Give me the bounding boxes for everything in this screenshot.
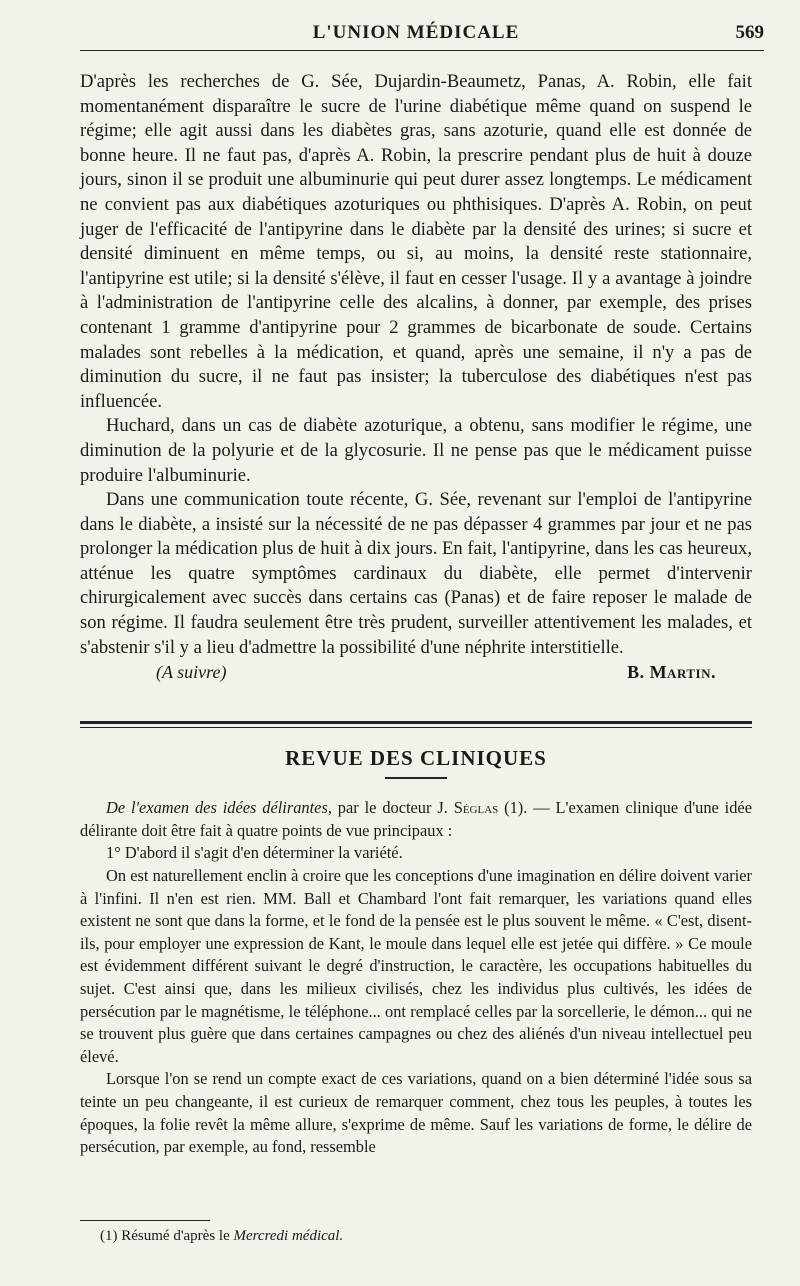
heading-underline — [385, 777, 447, 779]
clinic-author: Séglas — [453, 798, 499, 818]
article-continuation — [80, 70, 752, 660]
article-paragraph: Dans une communication toute récente, G. Sée, revenant sur l'emploi de l'antipyrine dans le diabète, a insisté sur la nécessité de ne pas dépasser 4 grammes par jour et ne pas prolonger la médication plus de huit à dix jours. En fait, l'antipyrine, dans les cas heureux, atténue les quatre symptômes cardinaux du diabète, elle permet d'intervenir chirurgicalement avec succès dans certains cas (Panas) et de faire reposer le malade de son régime. Il faudra seulement être très prudent, surveiller attentivement les malades, et s'abstenir s'il y a lieu d'admettre la possibilité d'une néphrite interstitielle. — [80, 489, 752, 658]
footnote-prefix: (1) Résumé d'après le — [100, 1228, 234, 1244]
running-head — [80, 0, 764, 52]
footnote-source: Mercredi médical. — [233, 1228, 344, 1244]
article-author: B. Martin. — [627, 662, 716, 683]
clinic-by-line: par le docteur J. — [331, 798, 454, 818]
clinic-article-title: De l'examen des idées délirantes, — [106, 798, 332, 818]
footnote-rule — [80, 1220, 210, 1221]
running-title: L'UNION MÉDICALE — [312, 22, 520, 43]
page-number: 569 — [735, 22, 764, 43]
article-paragraph: D'après les recherches de G. Sée, Dujardin-Beaumetz, Panas, A. Robin, elle fait momentanément disparaître le sucre de l'urine diabétique même quand on suspend le régime; elle agit aussi dans les diabètes gras, sans azoturie, quand elle est donnée de bonne heure. Il ne faut pas, d'après A. Robin, la prescrire pendant plus de huit à douze jours, sinon il se produit une albuminurie qui peut durer assez longtemps. Le médicament ne convient pas aux diabétiques azoturiques ou phthisiques. D'après A. Robin, on peut juger de l'efficacité de l'antipyrine dans le diabète par la densité des urines; si sucre et densité diminuent en même temps, ou si, au moins, la densité reste stationnaire, l'antipyrine est utile; si la densité s'élève, il faut en cesser l'usage. Il y a avantage à joindre à l'administration de l'antipyrine celle des alcalins, à donner, par exemple, des prises contenant 1 gramme d'antipyrine pour 2 grammes de bicarbonate de soude. Certains malades sont rebelles à la médication, et quand, après une semaine, il n'y a pas de diminution du sucre, il ne faut pas insister; la tuberculose des diabétiques n'est pas influencée. — [80, 71, 752, 412]
footnote-reference: (1). — [498, 798, 528, 818]
to-be-continued-note: (A suivre) — [156, 662, 227, 683]
signature-row — [80, 662, 752, 683]
clinic-paragraph: Lorsque l'on se rend un compte exact de ces variations, quand on a bien déterminé l'idée sous sa teinte un peu changeante, il est curieux de remarquer comment, chez tous les peuples, à toutes les époques, la folie revêt la même allure, s'exprime de même. Sauf les variations de forme, le délire de persécution, par exemple, au fond, ressemble — [80, 1069, 752, 1157]
clinic-paragraph: On est naturellement enclin à croire que les conceptions d'une imagination en délire doivent varier à l'infini. Il n'en est rien. MM. Ball et Chambard l'ont fait remarquer, les variations quand elles existent ne sont que dans la forme, et le fond de la pensée est le plus souvent le même. « C'est, disent-ils, pour employer une expression de Kant, le moule dans lequel elle est jetée qui diffère. » Ce moule est évidemment différent suivant le degré d'instruction, le caractère, les occupations habituelles du sujet. C'est ainsi que, dans les milieux civilisés, chez les individus plus cultivés, les idées de persécution par le magnétisme, le téléphone... ont remplacé celles par la sorcellerie, le démon... qui ne se trouvent plus guère que dans certaines campagnes ou chez des aliénés d'un niveau intellectuel peu élevé. — [80, 866, 752, 1066]
clinic-paragraph: 1° D'abord il s'agit d'en déterminer la variété. — [106, 843, 403, 863]
section-divider — [80, 721, 752, 724]
clinic-lead-text: — L'examen clinique d'une idée délirante doit être fait à quatre points de vue principaux : — [80, 798, 752, 840]
article-paragraph: Huchard, dans un cas de diabète azoturique, a obtenu, sans modifier le régime, une diminution de la polyurie et de la glycosurie. Il ne pense pas que le médicament puisse produire l'albuminurie. — [80, 415, 752, 486]
header-rule — [80, 50, 764, 51]
section-heading: REVUE DES CLINIQUES — [285, 746, 547, 771]
clinic-lead-paragraph — [80, 797, 752, 842]
clinics-review — [80, 797, 752, 1159]
footnote — [100, 1228, 343, 1245]
